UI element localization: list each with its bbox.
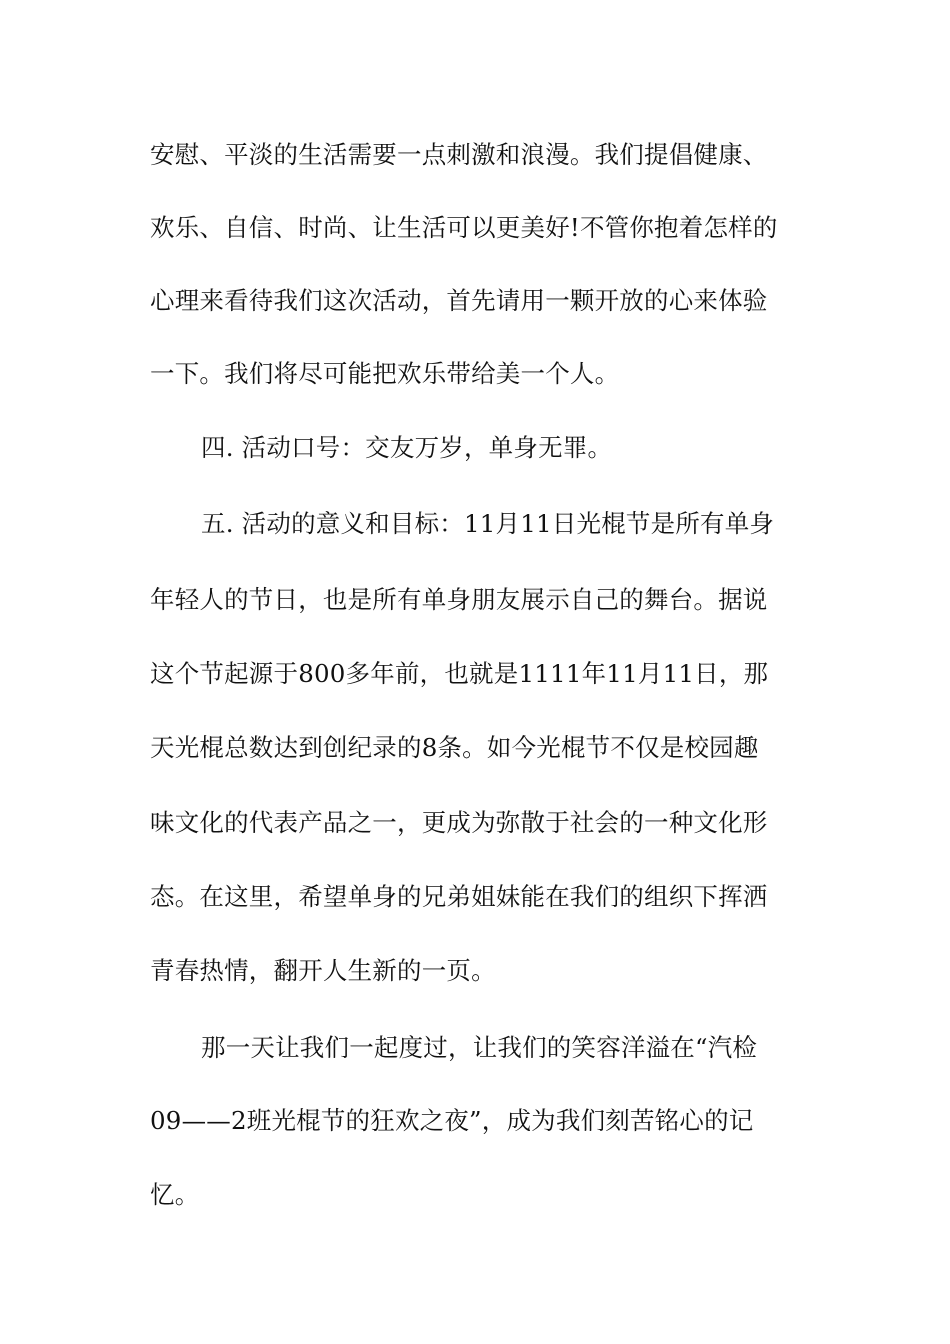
paragraph-line: 一下。我们将尽可能把欢乐带给美一个人。 bbox=[150, 359, 620, 388]
paragraph-line: 忆。 bbox=[150, 1180, 200, 1209]
paragraph-line: 青春热情，翻开人生新的一页。 bbox=[150, 956, 496, 985]
section-heading-goals: 五. 活动的意义和目标：11月11日光棍节是所有单身 bbox=[201, 509, 775, 538]
paragraph-line: 心理来看待我们这次活动，首先请用一颗开放的心来体验 bbox=[150, 286, 768, 315]
section-heading-slogan: 四. 活动口号：交友万岁，单身无罪。 bbox=[201, 433, 613, 462]
paragraph-line: 那一天让我们一起度过，让我们的笑容洋溢在“汽检 bbox=[201, 1033, 758, 1062]
paragraph-line: 天光棍总数达到创纪录的8条。如今光棍节不仅是校园趣 bbox=[150, 733, 759, 762]
paragraph-line: 安慰、平淡的生活需要一点刺激和浪漫。我们提倡健康、 bbox=[150, 140, 768, 169]
paragraph-line: 09——2班光棍节的狂欢之夜”，成为我们刻苦铭心的记 bbox=[150, 1106, 754, 1135]
paragraph-line: 态。在这里，希望单身的兄弟姐妹能在我们的组织下挥洒 bbox=[150, 882, 768, 911]
paragraph-line: 欢乐、自信、时尚、让生活可以更美好!不管你抱着怎样的 bbox=[150, 213, 778, 242]
paragraph-line: 这个节起源于800多年前，也就是1111年11月11日，那 bbox=[150, 659, 769, 688]
paragraph-line: 年轻人的节日，也是所有单身朋友展示自己的舞台。据说 bbox=[150, 585, 768, 614]
paragraph-line: 味文化的代表产品之一，更成为弥散于社会的一种文化形 bbox=[150, 808, 768, 837]
